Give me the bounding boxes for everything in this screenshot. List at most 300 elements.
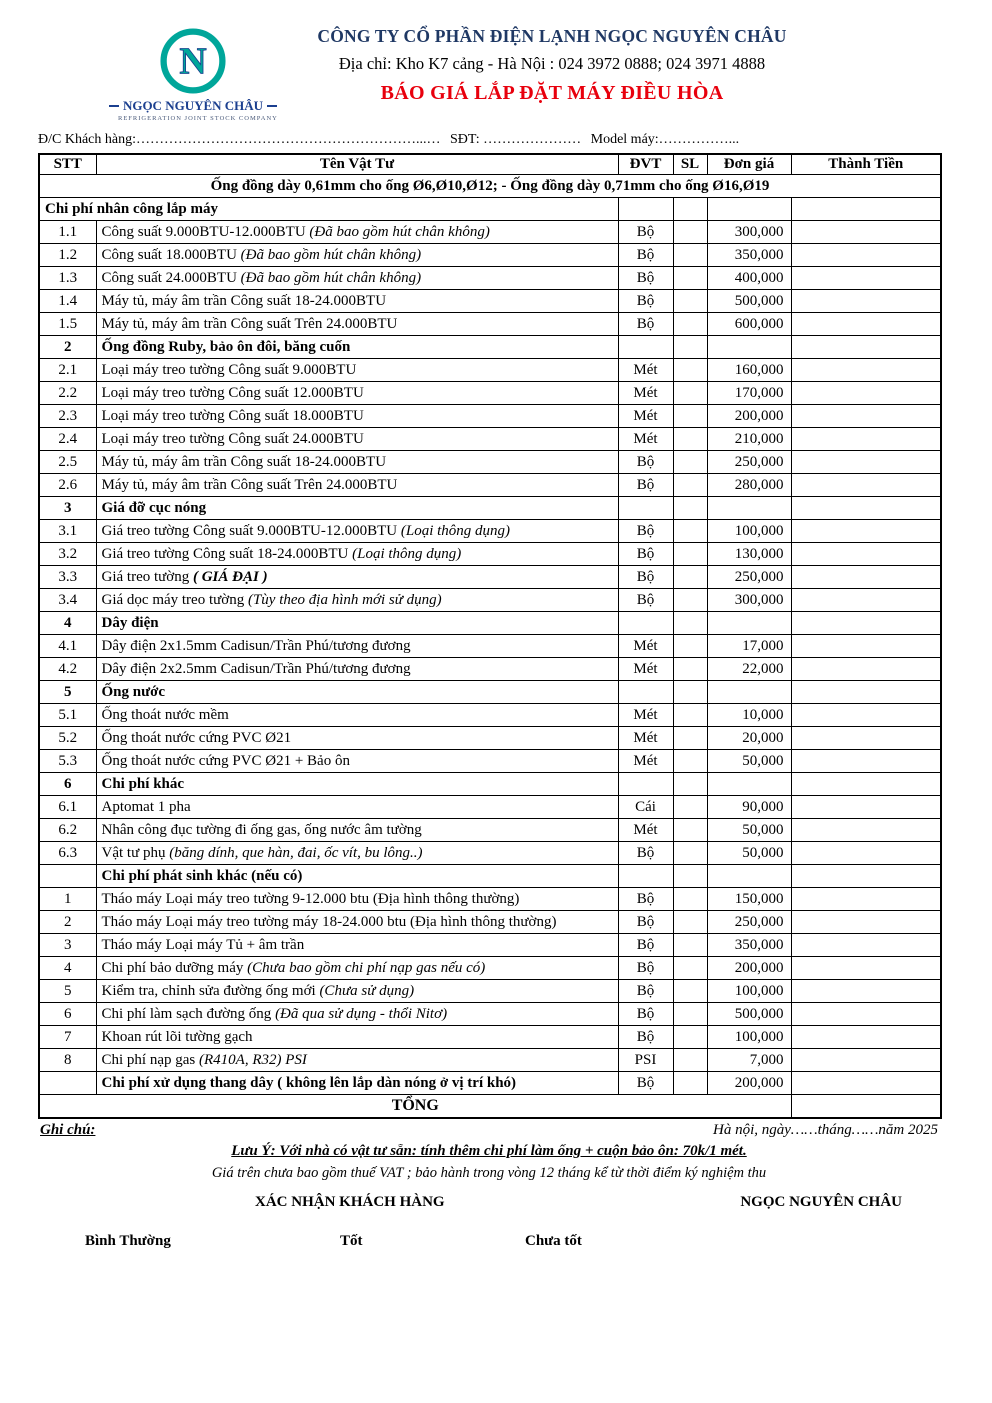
sl-cell: [673, 566, 707, 589]
table-row-6.2: [39, 819, 941, 842]
total-cell: [791, 865, 941, 888]
sl-cell: [673, 842, 707, 865]
dvt-cell: Bộ: [618, 313, 673, 336]
stt-cell: 3: [39, 934, 96, 957]
name-cell: [96, 957, 618, 980]
table-row-5.3: [39, 750, 941, 773]
sl-cell: [673, 221, 707, 244]
total-cell: [791, 980, 941, 1003]
price-cell: 50,000: [707, 819, 791, 842]
total-cell: [791, 612, 941, 635]
name-cell: [96, 819, 618, 842]
item-note: (Đã bao gồm hút chân không): [309, 223, 490, 240]
dvt-cell: Mét: [618, 405, 673, 428]
sl-cell: [673, 704, 707, 727]
sl-cell: [673, 428, 707, 451]
total-cell: [791, 336, 941, 359]
item-name: Tháo máy Loại máy Tủ + âm trần: [101, 936, 305, 953]
stt-cell: 2.4: [39, 428, 96, 451]
item-name: Nhân công đục tường đi ống gas, ống nước âm tường: [101, 821, 422, 838]
dvt-cell: PSI: [618, 1049, 673, 1072]
stt-cell: 7: [39, 1026, 96, 1049]
sl-cell: [673, 1026, 707, 1049]
sl-cell: [673, 1049, 707, 1072]
dvt-cell: Cái: [618, 796, 673, 819]
table-row-3.2: [39, 543, 941, 566]
item-name: Loại máy treo tường Công suất 24.000BTU: [101, 430, 364, 447]
sl-cell: [673, 543, 707, 566]
name-cell: [96, 520, 618, 543]
sl-cell: [673, 198, 707, 221]
name-cell: [96, 750, 618, 773]
price-cell: 200,000: [707, 1072, 791, 1095]
price-cell: 400,000: [707, 267, 791, 290]
brand-rule-left: [109, 105, 119, 107]
item-note: (Loại thông dụng): [400, 522, 511, 539]
dvt-cell: Bộ: [618, 221, 673, 244]
dvt-cell: Mét: [618, 658, 673, 681]
item-name: Tháo máy Loại máy treo tường máy 18-24.000 btu (Địa hình thông thường): [101, 913, 557, 930]
stt-cell: 8: [39, 1049, 96, 1072]
dvt-cell: [618, 336, 673, 359]
name-cell: [96, 313, 618, 336]
stt-cell: 4: [39, 957, 96, 980]
dvt-cell: Mét: [618, 819, 673, 842]
dvt-cell: Mét: [618, 750, 673, 773]
item-name: Loại máy treo tường Công suất 12.000BTU: [101, 384, 364, 401]
item-name: Ống đồng Ruby, bảo ôn đôi, băng cuốn: [101, 338, 351, 355]
company-address: Địa chỉ: Kho K7 cảng - Hà Nội : 024 3972 0888; 024 3971 4888: [338, 54, 766, 73]
name-cell: [96, 796, 618, 819]
dvt-cell: [618, 612, 673, 635]
item-note: (băng dính, que hàn, đai, ốc vít, bu lông..): [169, 844, 423, 861]
name-cell: [96, 359, 618, 382]
stt-cell: 2.2: [39, 382, 96, 405]
stt-cell: 1.5: [39, 313, 96, 336]
dvt-cell: Bộ: [618, 267, 673, 290]
sl-cell: [673, 957, 707, 980]
col-header-dvt: ĐVT: [618, 154, 673, 175]
stt-cell: 3.4: [39, 589, 96, 612]
price-cell: 500,000: [707, 1003, 791, 1026]
sl-cell: [673, 267, 707, 290]
total-cell: [791, 888, 941, 911]
price-cell: 50,000: [707, 750, 791, 773]
total-cell: [791, 819, 941, 842]
item-note: (Chưa bao gồm chi phí nạp gas nếu có): [247, 959, 486, 976]
stt-cell: 4.2: [39, 658, 96, 681]
table-row-4.2: [39, 658, 941, 681]
sl-cell: [673, 359, 707, 382]
pipe-note-cell: Ống đồng dày 0,61mm cho ống Ø6,Ø10,Ø12; - Ống đồng dày 0,71mm cho ống Ø16,Ø19: [39, 175, 941, 198]
name-cell: [96, 497, 618, 520]
price-cell: 100,000: [707, 980, 791, 1003]
price-cell: 350,000: [707, 934, 791, 957]
price-cell: [707, 497, 791, 520]
item-name: Chi phí phát sinh khác (nếu có): [101, 867, 303, 884]
table-row-section: [39, 865, 941, 888]
dvt-cell: Bộ: [618, 888, 673, 911]
table-row-6: [39, 1003, 941, 1026]
table-row-1.3: [39, 267, 941, 290]
item-name: Công suất 9.000BTU-12.000BTU: [101, 223, 310, 240]
customer-field: Đ/C Khách hàng:……………………………………………………...…: [38, 132, 441, 147]
stt-cell: 2.1: [39, 359, 96, 382]
table-row-4: [39, 957, 941, 980]
item-name: Aptomat 1 pha: [101, 798, 191, 815]
stt-cell: 3.1: [39, 520, 96, 543]
name-cell: [96, 865, 618, 888]
total-cell: [791, 382, 941, 405]
item-note: (Chưa sử dụng): [319, 982, 415, 999]
name-cell: [96, 267, 618, 290]
dvt-cell: Bộ: [618, 842, 673, 865]
sl-cell: [673, 1072, 707, 1095]
table-row-3: [39, 497, 941, 520]
dvt-cell: Bộ: [618, 543, 673, 566]
price-cell: 90,000: [707, 796, 791, 819]
name-cell: [96, 382, 618, 405]
total-cell: [791, 543, 941, 566]
total-cell: [791, 221, 941, 244]
stt-cell: 6.1: [39, 796, 96, 819]
total-cell: [791, 267, 941, 290]
rating-normal: Bình Thường: [85, 1233, 171, 1249]
sl-cell: [673, 773, 707, 796]
dvt-cell: [618, 773, 673, 796]
dvt-cell: Mét: [618, 704, 673, 727]
group-title-cell: Chi phí nhân công lắp máy: [39, 198, 618, 221]
table-row-2.2: [39, 382, 941, 405]
table-row-3.1: [39, 520, 941, 543]
item-name: Kiểm tra, chỉnh sửa đường ống mới: [101, 982, 320, 999]
name-cell: [96, 612, 618, 635]
item-name: Máy tủ, máy âm trần Công suất Trên 24.000BTU: [101, 315, 398, 332]
stt-cell: 6.2: [39, 819, 96, 842]
table-row-bolditem: [39, 1072, 941, 1095]
name-cell: [96, 244, 618, 267]
item-name: Dây điện: [101, 614, 159, 631]
price-cell: [707, 198, 791, 221]
stt-cell: [39, 1072, 96, 1095]
price-cell: 210,000: [707, 428, 791, 451]
total-cell: [791, 842, 941, 865]
total-cell: [791, 796, 941, 819]
stt-cell: 5.2: [39, 727, 96, 750]
name-cell: [96, 221, 618, 244]
customer-confirmation-label: XÁC NHẬN KHÁCH HÀNG: [255, 1194, 445, 1210]
col-header-total: Thành Tiền: [791, 154, 941, 175]
sl-cell: [673, 980, 707, 1003]
name-cell: [96, 888, 618, 911]
name-cell: [96, 405, 618, 428]
item-name: Chi phí nạp gas: [101, 1051, 199, 1068]
price-cell: 200,000: [707, 957, 791, 980]
total-cell: [791, 520, 941, 543]
table-row-3: [39, 934, 941, 957]
stt-cell: 3.3: [39, 566, 96, 589]
total-cell: [791, 405, 941, 428]
item-name: Khoan rút lõi tường gạch: [101, 1028, 253, 1045]
dvt-cell: Mét: [618, 428, 673, 451]
item-note: (R410A, R32) PSI: [199, 1051, 307, 1068]
total-cell: [791, 244, 941, 267]
sl-cell: [673, 382, 707, 405]
table-row-6.3: [39, 842, 941, 865]
rating-good: Tốt: [340, 1233, 363, 1249]
sl-cell: [673, 589, 707, 612]
stt-cell: 6.3: [39, 842, 96, 865]
sl-cell: [673, 451, 707, 474]
total-cell: [791, 1003, 941, 1026]
footer-row-notes: [38, 1122, 940, 1139]
item-name: Ống thoát nước cứng PVC Ø21 + Bảo ôn: [101, 752, 350, 769]
sl-cell: [673, 911, 707, 934]
name-cell: [96, 934, 618, 957]
table-row-2.1: [39, 359, 941, 382]
table-row-2: [39, 336, 941, 359]
stt-cell: 1: [39, 888, 96, 911]
price-cell: 350,000: [707, 244, 791, 267]
total-cell: [791, 428, 941, 451]
sl-cell: [673, 313, 707, 336]
table-row-2.5: [39, 451, 941, 474]
total-cell: [791, 497, 941, 520]
dvt-cell: Bộ: [618, 244, 673, 267]
stt-cell: 5.1: [39, 704, 96, 727]
total-cell: [791, 681, 941, 704]
brand-rule-right: [267, 105, 277, 107]
stt-cell: 2: [39, 911, 96, 934]
name-cell: [96, 704, 618, 727]
document-title: BÁO GIÁ LẮP ĐẶT MÁY ĐIỀU HÒA: [380, 82, 724, 104]
sl-cell: [673, 336, 707, 359]
sl-cell: [673, 658, 707, 681]
price-cell: 200,000: [707, 405, 791, 428]
stt-cell: 2.3: [39, 405, 96, 428]
total-cell: [791, 589, 941, 612]
item-name: Giá treo tường Công suất 18-24.000BTU: [101, 545, 353, 562]
price-cell: 150,000: [707, 888, 791, 911]
dvt-cell: Bộ: [618, 980, 673, 1003]
dvt-cell: Bộ: [618, 589, 673, 612]
dvt-cell: Mét: [618, 359, 673, 382]
col-header-price: Đơn giá: [707, 154, 791, 175]
table-row-5.2: [39, 727, 941, 750]
sl-cell: [673, 405, 707, 428]
table-row-3.3: [39, 566, 941, 589]
name-cell: [96, 336, 618, 359]
total-cell: [791, 658, 941, 681]
dvt-cell: Mét: [618, 727, 673, 750]
grand-total-value: [791, 1095, 941, 1119]
item-name: Ống thoát nước mềm: [101, 706, 229, 723]
dvt-cell: Bộ: [618, 451, 673, 474]
dvt-cell: Bộ: [618, 566, 673, 589]
price-cell: [707, 773, 791, 796]
table-row-1.4: [39, 290, 941, 313]
total-cell: [791, 1049, 941, 1072]
price-cell: 250,000: [707, 451, 791, 474]
sl-cell: [673, 474, 707, 497]
dvt-cell: Bộ: [618, 290, 673, 313]
stt-cell: 1.2: [39, 244, 96, 267]
item-note: (Đã bao gồm hút chân không): [240, 246, 422, 263]
price-cell: [707, 612, 791, 635]
table-row-1: [39, 888, 941, 911]
item-name: Loại máy treo tường Công suất 18.000BTU: [101, 407, 364, 424]
item-name: Giá dọc máy treo tường: [101, 591, 248, 608]
price-cell: [707, 681, 791, 704]
table-row-4.1: [39, 635, 941, 658]
price-cell: 50,000: [707, 842, 791, 865]
total-cell: [791, 704, 941, 727]
logo-subtitle: REFRIGERATION JOINT STOCK COMPANY: [118, 115, 278, 122]
total-cell: [791, 750, 941, 773]
name-cell: [96, 1003, 618, 1026]
header-text: [160, 26, 944, 105]
table-row-4: [39, 612, 941, 635]
item-name: Dây điện 2x1.5mm Cadisun/Trần Phú/tương đương: [101, 637, 411, 654]
company-signature-label: NGỌC NGUYÊN CHÂU: [740, 1194, 902, 1210]
table-row-5: [39, 681, 941, 704]
table-row-1.2: [39, 244, 941, 267]
item-name: Giá đỡ cục nóng: [101, 499, 207, 516]
stt-cell: 4.1: [39, 635, 96, 658]
table-row-8: [39, 1049, 941, 1072]
dvt-cell: [618, 681, 673, 704]
sl-cell: [673, 520, 707, 543]
price-cell: 170,000: [707, 382, 791, 405]
sl-cell: [673, 244, 707, 267]
total-cell: [791, 359, 941, 382]
name-cell: [96, 474, 618, 497]
col-header-sl: SL: [673, 154, 707, 175]
document-footer: [38, 1122, 940, 1263]
table-header-row: [39, 154, 941, 175]
price-cell: 300,000: [707, 589, 791, 612]
stt-cell: 2.6: [39, 474, 96, 497]
item-note: ( GIÁ ĐẠI ): [192, 568, 268, 585]
table-row-2.6: [39, 474, 941, 497]
dvt-cell: Mét: [618, 382, 673, 405]
price-cell: 7,000: [707, 1049, 791, 1072]
table-row-2.3: [39, 405, 941, 428]
company-name: CÔNG TY CỔ PHẦN ĐIỆN LẠNH NGỌC NGUYÊN CHÂU: [317, 26, 787, 46]
col-header-name: Tên Vật Tư: [96, 154, 618, 175]
total-cell: [791, 474, 941, 497]
total-cell: [791, 957, 941, 980]
name-cell: [96, 589, 618, 612]
item-name: Dây điện 2x2.5mm Cadisun/Trần Phú/tương đương: [101, 660, 411, 677]
item-name: Công suất 24.000BTU: [101, 269, 241, 286]
name-cell: [96, 428, 618, 451]
total-cell: [791, 911, 941, 934]
grand-total-label: TỔNG: [39, 1095, 791, 1119]
name-cell: [96, 842, 618, 865]
item-note: (Tùy theo địa hình mới sử dụng): [247, 591, 442, 608]
logo-monogram: N: [179, 40, 207, 83]
item-name: Công suất 18.000BTU: [101, 246, 241, 263]
sl-cell: [673, 727, 707, 750]
name-cell: [96, 1072, 618, 1095]
stt-cell: 3.2: [39, 543, 96, 566]
table-row-2: [39, 911, 941, 934]
total-cell: [791, 635, 941, 658]
rating-bad: Chưa tốt: [525, 1233, 582, 1249]
sl-cell: [673, 681, 707, 704]
item-name: Ống thoát nước cứng PVC Ø21: [101, 729, 292, 746]
total-cell: [791, 1072, 941, 1095]
stt-cell: 2.5: [39, 451, 96, 474]
item-name: Máy tủ, máy âm trần Công suất 18-24.000BTU: [101, 292, 387, 309]
stt-cell: 1.1: [39, 221, 96, 244]
vat-note: Giá trên chưa bao gồm thuế VAT ; bảo hành trong vòng 12 tháng kể từ thời điểm ký nghiệm thu: [211, 1165, 767, 1181]
name-cell: [96, 911, 618, 934]
item-name: Chi phí khác: [101, 775, 185, 792]
price-cell: 600,000: [707, 313, 791, 336]
item-note: (Loại thông dụng): [352, 545, 462, 562]
price-cell: 17,000: [707, 635, 791, 658]
stt-cell: 1.3: [39, 267, 96, 290]
item-name: Chi phí làm sạch đường ống: [101, 1005, 276, 1022]
item-name: Giá treo tường Công suất 9.000BTU-12.000BTU: [101, 522, 401, 539]
item-note: (Đã qua sử dụng - thổi Nitơ): [275, 1005, 448, 1022]
dvt-cell: Mét: [618, 635, 673, 658]
table-row-1.5: [39, 313, 941, 336]
sl-cell: [673, 819, 707, 842]
table-row-group: [39, 198, 941, 221]
price-cell: 300,000: [707, 221, 791, 244]
table-row-7: [39, 1026, 941, 1049]
table-row-5: [39, 980, 941, 1003]
table-row-3.4: [39, 589, 941, 612]
quote-table-body: [39, 175, 941, 1119]
table-row-total: [39, 1095, 941, 1119]
item-name: Vật tư phụ: [101, 844, 170, 861]
name-cell: [96, 980, 618, 1003]
price-cell: 250,000: [707, 566, 791, 589]
total-cell: [791, 198, 941, 221]
price-cell: 100,000: [707, 520, 791, 543]
item-name: Chi phí bảo dưỡng máy: [101, 959, 248, 976]
customer-info-line: [38, 132, 954, 148]
stt-cell: 2: [39, 336, 96, 359]
item-name: Ống nước: [101, 683, 166, 700]
signature-row: [38, 1194, 940, 1211]
dvt-cell: [618, 198, 673, 221]
dvt-cell: Bộ: [618, 520, 673, 543]
item-note: (Đã bao gồm hút chân không): [240, 269, 422, 286]
item-name: Máy tủ, máy âm trần Công suất Trên 24.000BTU: [101, 476, 398, 493]
table-row-2.4: [39, 428, 941, 451]
model-field: Model máy:……………...: [590, 132, 740, 147]
dvt-cell: [618, 865, 673, 888]
name-cell: [96, 1026, 618, 1049]
quote-table: [38, 153, 942, 1119]
price-cell: 500,000: [707, 290, 791, 313]
item-name: Giá treo tường: [101, 568, 193, 585]
stt-cell: 5.3: [39, 750, 96, 773]
total-cell: [791, 290, 941, 313]
sl-cell: [673, 750, 707, 773]
total-cell: [791, 1026, 941, 1049]
stt-cell: 6: [39, 773, 96, 796]
price-cell: 10,000: [707, 704, 791, 727]
total-cell: [791, 451, 941, 474]
price-cell: [707, 865, 791, 888]
dvt-cell: Bộ: [618, 1026, 673, 1049]
